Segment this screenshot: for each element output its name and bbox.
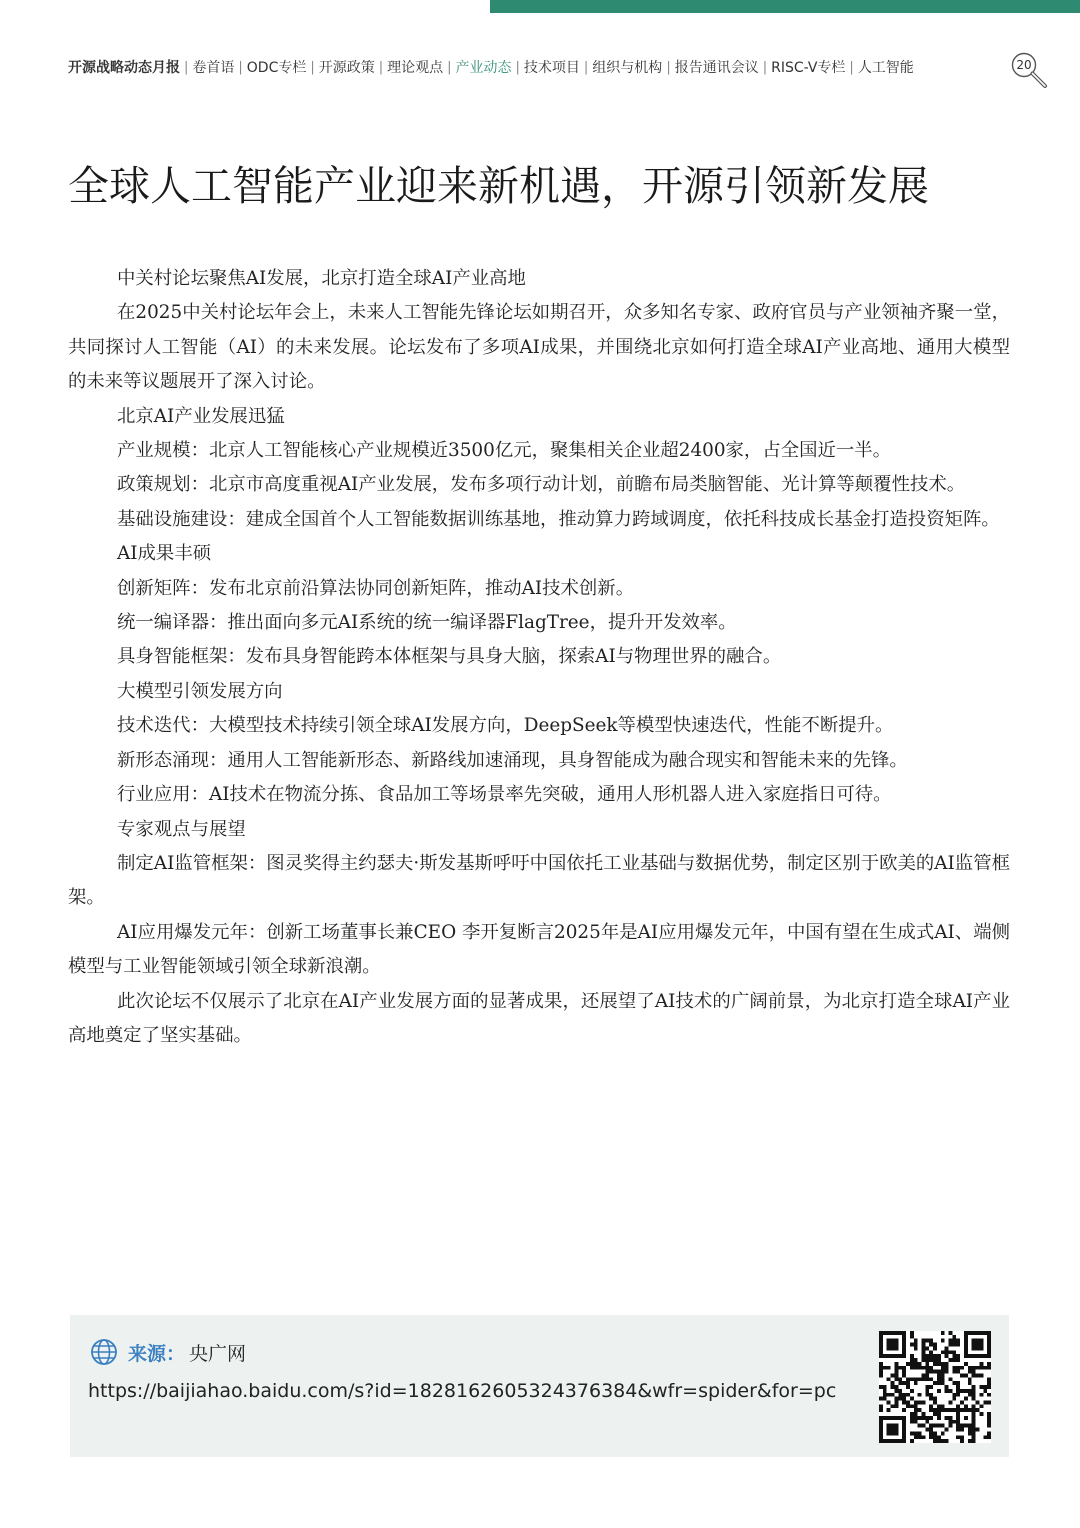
- publication-brand: 开源战略动态月报: [68, 60, 180, 76]
- body-paragraph: AI应用爆发元年：创新工场董事长兼CEO 李开复断言2025年是AI应用爆发元年，中国有望在生成式AI、端侧模型与工业智能领域引领全球新浪潮。: [68, 921, 1010, 978]
- nav-item-ai[interactable]: 人工智能: [857, 60, 914, 76]
- nav-separator: |: [378, 59, 384, 75]
- body-paragraph: 在2025中关村论坛年会上，未来人工智能先锋论坛如期召开，众多知名专家、政府官员与产业领袖齐聚一堂，共同探讨人工智能（AI）的未来发展。论坛发布了多项AI成果，并围绕北京如何打造全球AI产业高地、通用大模型的未来等议题展开了深入讨论。: [68, 302, 1010, 393]
- nav-item-open-source-policy[interactable]: 开源政策: [318, 60, 375, 76]
- body-paragraph: 技术迭代：大模型技术持续引领全球AI发展方向，DeepSeek等模型快速迭代，性能不断提升。: [117, 715, 894, 737]
- nav-item-odc-column[interactable]: ODC专栏: [246, 60, 307, 76]
- body-paragraph: 创新矩阵：发布北京前沿算法协同创新矩阵，推动AI技术创新。: [117, 577, 635, 599]
- body-paragraph: 新形态涌现：通用人工智能新形态、新路线加速涌现，具身智能成为融合现实和智能未来的先锋。: [117, 749, 908, 771]
- nav-item-theory[interactable]: 理论观点: [387, 60, 444, 76]
- body-paragraph: 行业应用：AI技术在物流分拣、食品加工等场景率先突破，通用人形机器人进入家庭指日可待。: [117, 784, 892, 806]
- section-heading: 北京AI产业发展迅猛: [117, 405, 285, 427]
- nav-separator: |: [666, 59, 671, 75]
- nav-item-preface[interactable]: 卷首语: [192, 60, 235, 76]
- top-accent-bar: [490, 0, 1080, 13]
- body-paragraph: 政策规划：北京市高度重视AI产业发展，发布多项行动计划，前瞻布局类脑智能、光计算等颠覆性技术。: [117, 474, 966, 496]
- nav-item-reports[interactable]: 报告通讯会议: [674, 60, 759, 76]
- nav-separator: |: [583, 59, 589, 75]
- body-paragraph: 产业规模：北京人工智能核心产业规模近3500亿元，聚集相关企业超2400家，占全国近一半。: [117, 440, 892, 462]
- nav-separator: |: [310, 59, 315, 75]
- article-title: 全球人工智能产业迎来新机遇，开源引领新发展: [68, 162, 929, 210]
- body-paragraph: 基础设施建设：建成全国首个人工智能数据训练基地，推动算力跨域调度，依托科技成长基金打造投资矩阵。: [117, 508, 1000, 530]
- body-paragraph: 制定AI监管框架：图灵奖得主约瑟夫·斯发基斯呼吁中国依托工业基础与数据优势，制定区别于欧美的AI监管框架。: [68, 852, 1010, 909]
- nav-separator: |: [849, 59, 854, 75]
- nav-separator: |: [762, 59, 768, 75]
- page-number: 20: [1016, 58, 1032, 72]
- nav-item-risc-v[interactable]: RISC-V专栏: [771, 60, 846, 76]
- globe-icon: [90, 1338, 118, 1366]
- source-name: 央广网: [189, 1342, 247, 1365]
- nav-item-tech-projects[interactable]: 技术项目: [523, 60, 580, 76]
- top-navigation: [68, 57, 1008, 77]
- body-paragraph: 此次论坛不仅展示了北京在AI产业发展方面的显著成果，还展望了AI技术的广阔前景，为北京打造全球AI产业高地奠定了坚实基础。: [68, 990, 1010, 1046]
- nav-separator: |: [184, 59, 189, 75]
- source-url-link[interactable]: https://baijiahao.baidu.com/s?id=1828162605324376384&wfr=spider&for=pc: [88, 1380, 837, 1402]
- page-number-badge: [1011, 52, 1051, 92]
- nav-item-organizations[interactable]: 组织与机构: [592, 60, 663, 76]
- section-heading: 大模型引领发展方向: [117, 680, 283, 702]
- nav-item-industry-news[interactable]: 产业动态: [455, 60, 512, 76]
- source-label: 来源：: [128, 1342, 186, 1365]
- nav-separator: |: [238, 59, 243, 75]
- nav-separator: |: [447, 59, 452, 75]
- source-line: [90, 1338, 246, 1366]
- section-heading: 中关村论坛聚焦AI发展，北京打造全球AI产业高地: [117, 268, 526, 289]
- nav-separator: |: [515, 59, 520, 75]
- section-heading: 专家观点与展望: [117, 818, 246, 840]
- body-paragraph: 具身智能框架：发布具身智能跨本体框架与具身大脑，探索AI与物理世界的融合。: [117, 646, 782, 668]
- section-heading: AI成果丰硕: [117, 543, 212, 565]
- article-body: [68, 262, 1010, 1053]
- source-box: [70, 1315, 1009, 1457]
- qr-code[interactable]: [879, 1331, 991, 1443]
- body-paragraph: 统一编译器：推出面向多元AI系统的统一编译器FlagTree，提升开发效率。: [117, 612, 737, 634]
